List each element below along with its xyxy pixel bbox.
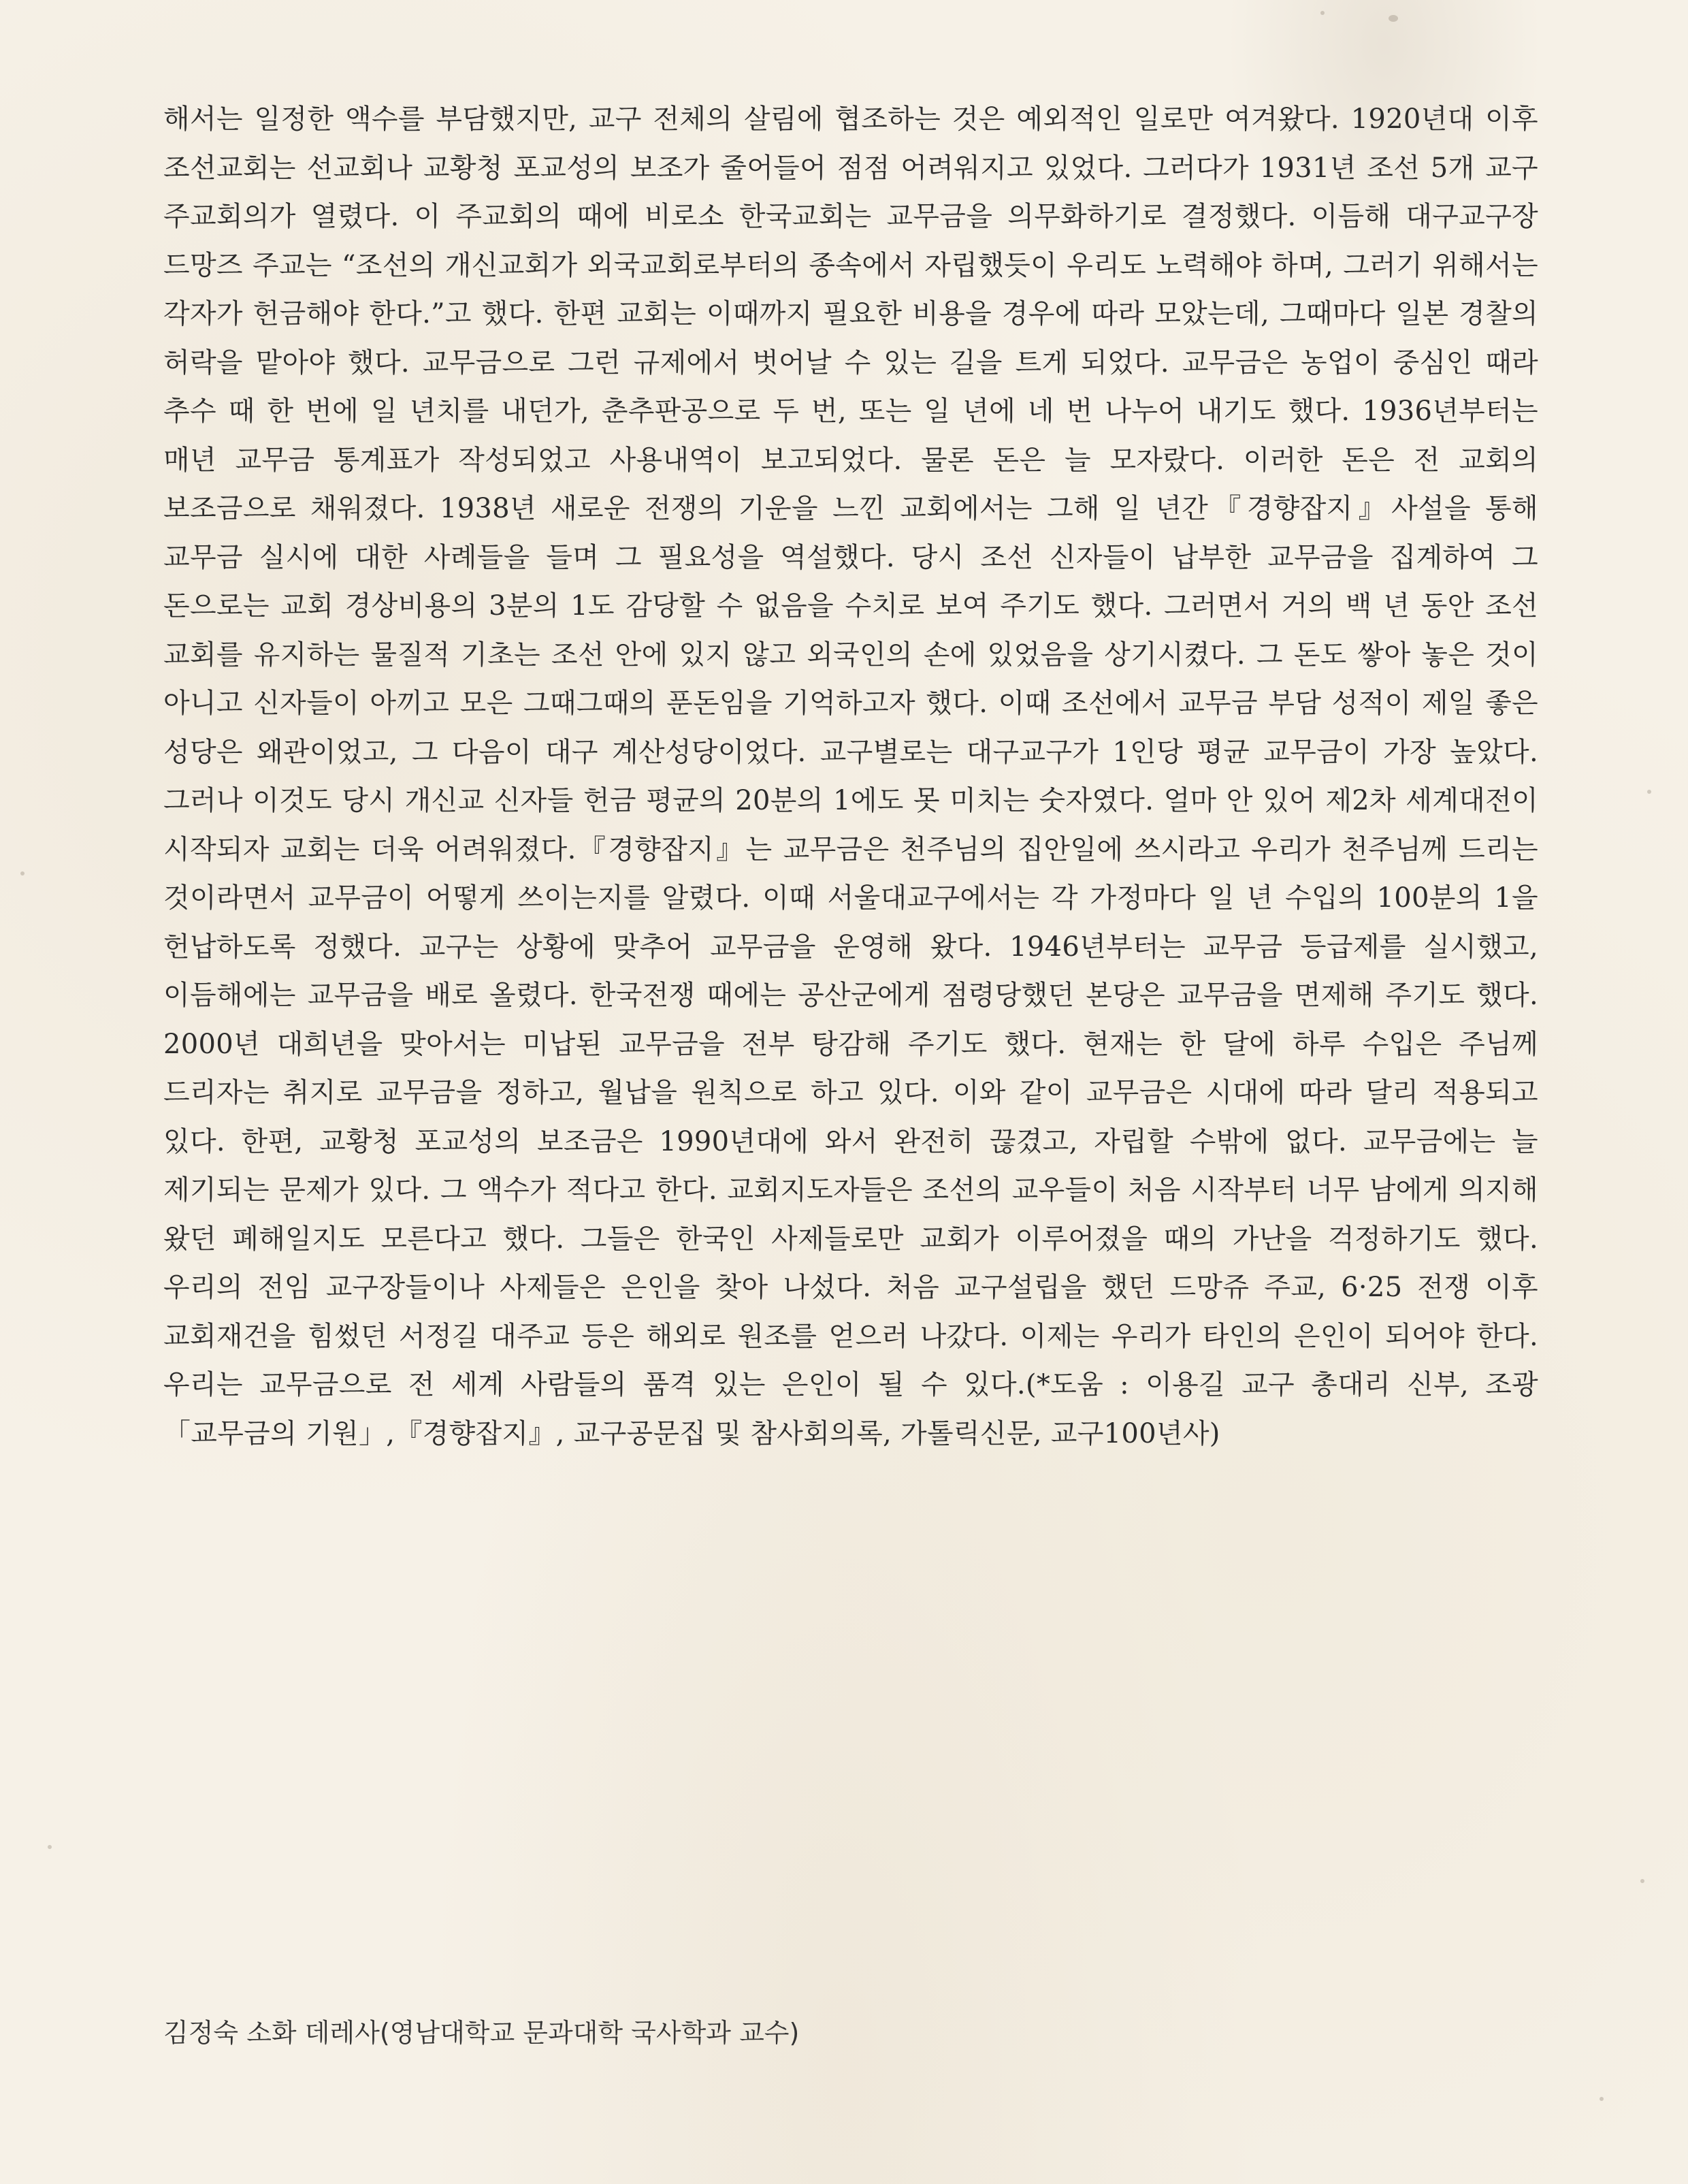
article-body-text: 해서는 일정한 액수를 부담했지만, 교구 전체의 살림에 협조하는 것은 예외적인 일로만 여겨왔다. 1920년대 이후 조선교회는 선교회나 교황청 포교성의 보조가 줄어들어 점점 어려워지고 있었다. 그러다가 1931년 조선 5개 교구 주교회의가 열렸다. 이 주교회의 때에 비로소 한국교회는 교무금을 의무화하기로 결정했다. 이듬해 대구교구장 드망즈 주교는 “조선의 개신교회가 외국교회로부터의 종속에서 자립했듯이 우리도 노력해야 하며, 그러기 위해서는 각자가 헌금해야 한다.”고 했다. 한편 교회는 이때까지 필요한 비용을 경우에 따라 모았는데, 그때마다 일본 경찰의 허락을 맡아야 했다. 교무금으로 그런 규제에서 벗어날 수 있는 길을 트게 되었다. 교무금은 농업이 중심인 때라 추수 때 한 번에 일 년치를 내던가, 춘추판공으로 두 번, 또는 일 년에 네 번 나누어 내기도 했다. 1936년부터는 매년 교무금 통계표가 작성되었고 사용내역이 보고되었다. 물론 돈은 늘 모자랐다. 이러한 돈은 전 교회의 보조금으로 채워졌다. 1938년 새로운 전쟁의 기운을 느낀 교회에서는 그해 일 년간『경향잡지』사설을 통해 교무금 실시에 대한 사례들을 들며 그 필요성을 역설했다. 당시 조선 신자들이 납부한 교무금을 집계하여 그 돈으로는 교회 경상비용의 3분의 1도 감당할 수 없음을 수치로 보여 주기도 했다. 그러면서 거의 백 년 동안 조선 교회를 유지하는 물질적 기초는 조선 안에 있지 않고 외국인의 손에 있었음을 상기시켰다. 그 돈도 쌓아 놓은 것이 아니고 신자들이 아끼고 모은 그때그때의 푼돈임을 기억하고자 했다. 이때 조선에서 교무금 부담 성적이 제일 좋은 성당은 왜관이었고, 그 다음이 대구 계산성당이었다. 교구별로는 대구교구가 1인당 평균 교무금이 가장 높았다. 그러나 이것도 당시 개신교 신자들 헌금 평균의 20분의 1에도 못 미치는 숫자였다. 얼마 안 있어 제2차 세계대전이 시작되자 교회는 더욱 어려워졌다.『경향잡지』는 교무금은 천주님의 집안일에 쓰시라고 우리가 천주님께 드리는 것이라면서 교무금이 어떻게 쓰이는지를 알렸다. 이때 서울대교구에서는 각 가정마다 일 년 수입의 100분의 1을 헌납하도록 정했다. 교구는 상황에 맞추어 교무금을 운영해 왔다. 1946년부터는 교무금 등급제를 실시했고, 이듬해에는 교무금을 배로 올렸다. 한국전쟁 때에는 공산군에게 점령당했던 본당은 교무금을 면제해 주기도 했다. 2000년 대희년을 맞아서는 미납된 교무금을 전부 탕감해 주기도 했다. 현재는 한 달에 하루 수입은 주님께 드리자는 취지로 교무금을 정하고, 월납을 원칙으로 하고 있다. 이와 같이 교무금은 시대에 따라 달리 적용되고 있다. 한편, 교황청 포교성의 보조금은 1990년대에 와서 완전히 끊겼고, 자립할 수밖에 없다. 교무금에는 늘 제기되는 문제가 있다. 그 액수가 적다고 한다. 교회지도자들은 조선의 교우들이 처음 시작부터 너무 남에게 의지해 왔던 폐해일지도 모른다고 했다. 그들은 한국인 사제들로만 교회가 이루어졌을 때의 가난을 걱정하기도 했다. 우리의 전임 교구장들이나 사제들은 은인을 찾아 나섰다. 처음 교구설립을 했던 드망쥬 주교, 6·25 전쟁 이후 교회재건을 힘썼던 서정길 대주교 등은 해외로 원조를 얻으러 나갔다. 이제는 우리가 타인의 은인이 되어야 한다. 우리는 교무금으로 전 세계 사람들의 품격 있는 은인이 될 수 있다.(*도움 : 이용길 교구 총대리 신부, 조광「교무금의 기원」,『경향잡지』, 교구공문집 및 참사회의록, 가톨릭신문, 교구100년사) [163, 103, 1538, 1449]
paper-speck [1389, 15, 1398, 22]
paper-speck [1600, 2097, 1604, 2101]
paper-speck [1647, 790, 1651, 794]
paper-speck [20, 871, 25, 876]
paper-speck [48, 1845, 52, 1849]
article-page [163, 95, 1538, 1458]
author-credit: 김정숙 소화 데레사(영남대학교 문과대학 국사학과 교수) [163, 2018, 800, 2048]
paper-speck [1640, 1879, 1644, 1883]
paper-speck [1320, 11, 1325, 15]
